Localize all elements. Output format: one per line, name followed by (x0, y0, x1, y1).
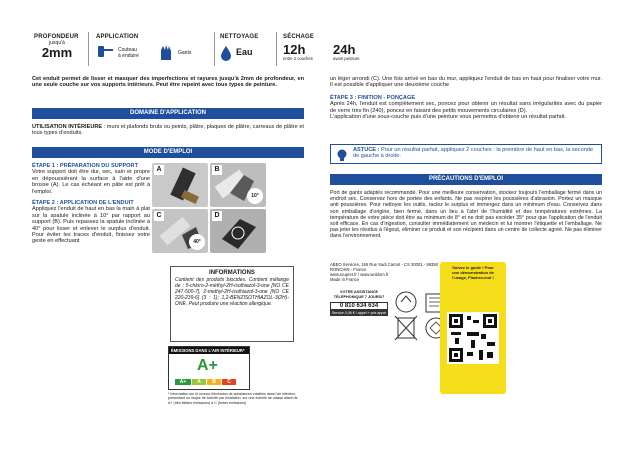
step1-text: Votre support doit être dur, sec, sain et propre en dépoussiérant la surface à l'aide d'une brosse (A). Le cas échéant en pâte est prêt à l'emploi. (32, 169, 150, 195)
header-sechage (283, 34, 413, 61)
qr-guide (440, 262, 506, 394)
angle-10: 10° (247, 188, 263, 204)
lightbulb-icon (335, 148, 349, 162)
step-image-a (152, 163, 208, 207)
astuce-text: Pour un résultat parfait, appliquez 2 couches : la première de haut en bas, la seconde de gauche à droite. (353, 147, 594, 160)
step-image-d (210, 209, 266, 253)
company-info (330, 262, 440, 282)
step3-text2: L'application d'une sous-couche puis d'une peinture vous permettra d'obtenir un résultat parfait. (330, 114, 566, 121)
label-b: B (212, 165, 222, 175)
divider (88, 32, 89, 66)
qr-code[interactable] (447, 312, 499, 364)
step2-continued: un léger arrondi (C). Une fois arrivé en bas du mur, appliquez l'enduit de bas en haut pour finaliser votre mur. Il est possible d'appliquer une deuxième couche (330, 76, 602, 89)
scale-c: C (222, 379, 236, 385)
glove-icon (158, 43, 174, 61)
header-profondeur (34, 34, 80, 60)
domaine-title: DOMAINE D'APPLICATION (32, 108, 304, 119)
header-application (96, 34, 214, 59)
emissions-title: ÉMISSIONS DANS L'AIR INTÉRIEUR* (169, 347, 249, 354)
step2-text: Appliquez l'enduit de haut en bas la main à plat sur la spatule inclinée à 10° par rapport au support (B). Puis repassez la spatule inclinée à 40° pour lisser et enlever le surplus d'enduit. Pour éviter les traces d'enduit, finissez votre geste en effectuant (32, 206, 150, 245)
divider (276, 32, 277, 66)
trowel-icon (96, 44, 114, 60)
water-drop-icon (220, 45, 232, 61)
company-made: Made in France (330, 277, 360, 282)
domaine-label: UTILISATION INTÉRIEURE (32, 124, 103, 130)
sechage-24h: 24h (333, 42, 356, 57)
assistance-phone: 0 810 634 634 (330, 302, 388, 310)
step-image-b (210, 163, 266, 207)
step3 (330, 95, 602, 121)
informations-text: Contient des produits biocides. Contient mélange de : 5-chloro-2-méthyl-2H-isothiazol-3-one [NO CE 247-500-7], 2-methyl-2H-isothiazol-3-one [NO CE 220-239-6] (3 : 1); 1,2-BENZISOTHIAZOL-3(2H)-ONE. Peut produire une réaction allergique. (175, 277, 289, 307)
sechage-title: SÉCHAGE (283, 34, 315, 40)
emissions-grade: A+ (197, 357, 218, 374)
divider (214, 32, 215, 66)
step-image-c (152, 209, 208, 253)
astuce-box (330, 144, 602, 164)
step2-title: ÉTAPE 2 : APPLICATION DE L'ENDUIT (32, 200, 134, 206)
emissions-note: * Information sur le niveau d'émission de substances volatiles dans l'air intérieur, présentant un risque de toxicité par inhalation, sur une échelle de classe allant de A+ (très faibles émissions) à C (fortes émissions) (168, 392, 298, 405)
nettoyage-title: NETTOYAGE (220, 34, 259, 40)
header-nettoyage (220, 34, 280, 57)
step3-title: ÉTAPE 3 : FINITION - PONÇAGE (330, 95, 416, 101)
assistance-block (330, 290, 388, 316)
emissions-scale (175, 379, 236, 385)
profondeur-value: 2mm (41, 45, 73, 60)
scale-a: A (192, 379, 206, 385)
gants-label: Gants (178, 50, 192, 56)
sechage-12h: 12h (283, 42, 306, 57)
step1-title: ÉTAPE 1 : PRÉPARATION DU SUPPORT (32, 163, 138, 169)
precautions-text: Port de gants adaptés recommandé. Pour une meilleure conservation, stockez toujours l'emballage fermé dans un endroit sec. Conservez hors de portée des enfants. Ne pas respirer les poussières d'abrasion. Portez un masque anti poussières. Pour nettoyer les outils, raclez le surplus et immergez dans un minimum d'eau. Conservez dans son emballage d'origine, bien fermé, dans un lieu à l'abri de l'humidité et des températures extrêmes. La température de votre pièce doit être au minimum de 8° et ne doit pas excéder 35° pour que l'application de l'enduit soit efficace. En cas d'ingestion, consulter immédiatement un médecin et lui montrer l'étiquette et l'emballage. Ne pas jeter les résidus à l'égout, éliminer ce produit et son récipient dans un centre de collecte agréé. Ne pas éliminer dans l'environnement. (330, 190, 602, 240)
step3-text: Après 24h, l'enduit est complètement sec, poncez pour obtenir un résultat sans irrégularités avec du papier de verre très fin (240), poncez en faisant des petits mouvements circulaires (D). (330, 101, 602, 114)
emissions-box (168, 346, 250, 390)
precautions-title: PRÉCAUTIONS D'EMPLOI (330, 174, 602, 185)
company-address: ABEO Services, 155 Rue Sadi Carnot - CS 30001 - 59350 RONCHIN - France (330, 262, 439, 272)
assistance-title: VOTRE ASSISTANCE TÉLÉPHONIQUE 7 JOURS/7 (333, 290, 385, 299)
profondeur-title: PROFONDEUR (34, 34, 79, 40)
sechage-24h-sub: avant peinture (333, 56, 360, 61)
angle-40: 40° (189, 234, 205, 250)
sechage-12h-sub: entre 2 couches (283, 56, 313, 61)
step2 (32, 200, 150, 245)
profondeur-sub: jusqu'à (49, 40, 65, 46)
couteau-label: Couteau à enduire (118, 47, 139, 59)
astuce-label: ASTUCE : (353, 147, 380, 153)
label-c: C (154, 211, 164, 221)
application-title: APPLICATION (96, 34, 139, 40)
scale-a-plus: A+ (175, 379, 191, 385)
domaine-body: : murs et plafonds bruts ou peints, plâtre, plaques de plâtre, carreaux de plâtre et tous types d'enduits. (32, 124, 304, 137)
informations-box (170, 266, 294, 342)
scale-b: B (207, 379, 221, 385)
informations-title: INFORMATIONS (209, 270, 255, 276)
domaine-text (32, 124, 304, 137)
label-a: A (154, 165, 164, 175)
mode-title: MODE D'EMPLOI (32, 147, 304, 158)
label-d: D (212, 211, 222, 221)
qr-guide-text: Suivez le guide ! Pour une démonstration de l'usage, Flashez-moi ! (452, 265, 494, 280)
intro-text: Cet enduit permet de lisser et masquer des imperfections et rayures jusqu'à 2mm de profondeur, en une seule couche sur vos supports intérieurs. Peut être repeint avec tous types de peinture. (32, 76, 304, 89)
step1 (32, 163, 150, 195)
assistance-note: Service 0,06 € / appel + prix appel (331, 311, 387, 315)
nettoyage-value: Eau (236, 47, 253, 57)
company-web: www.toupret.fr / www.woldom.fr (330, 272, 389, 277)
